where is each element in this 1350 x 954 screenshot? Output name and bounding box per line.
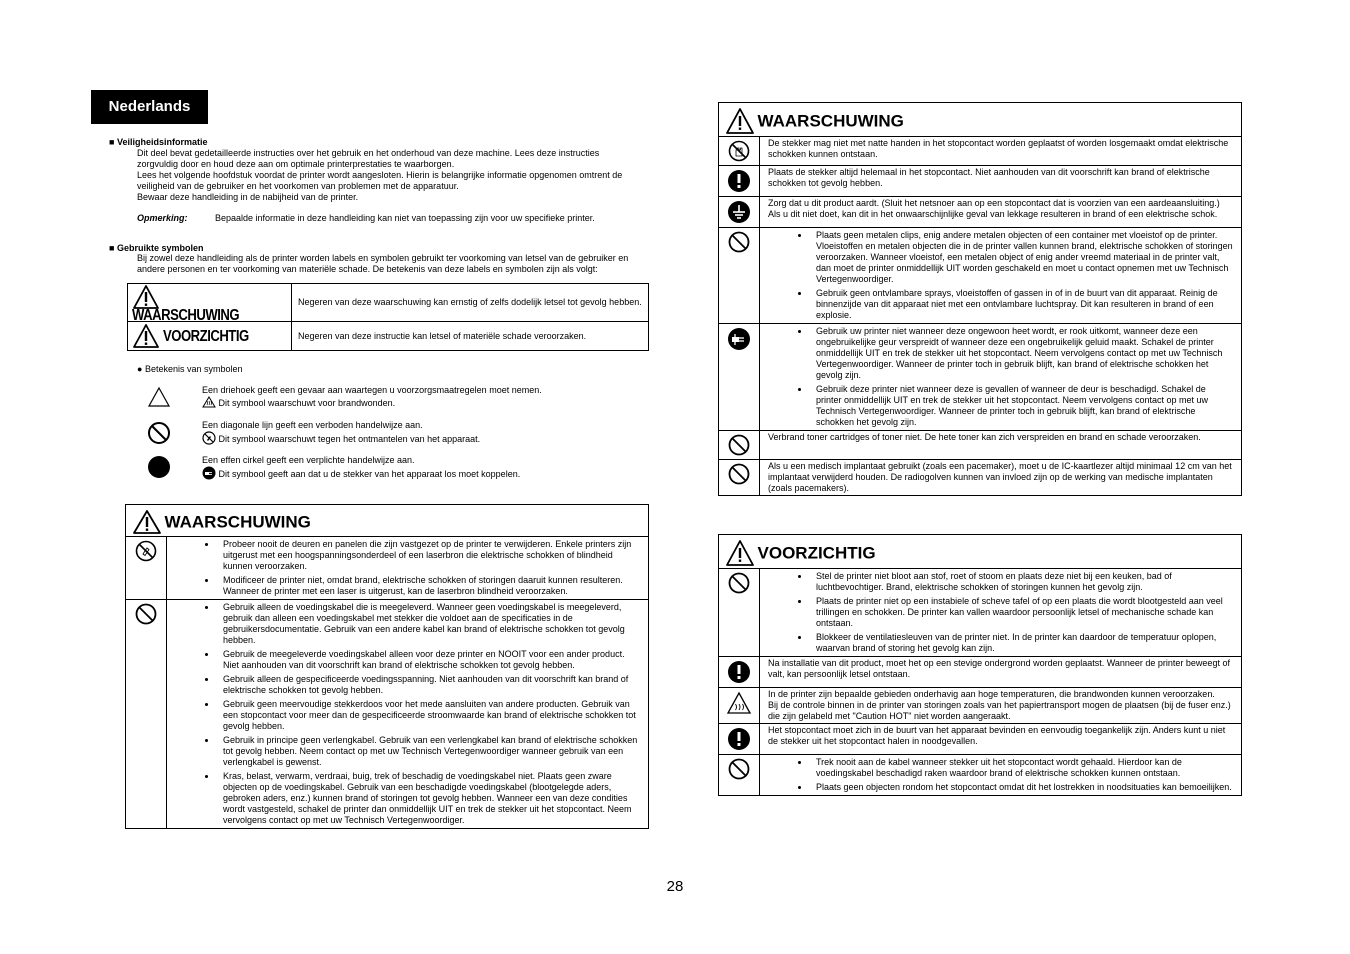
warning-text-cell [760,228,1242,324]
caution-bullet: • Stel de printer niet bloot aan stof, roet of stoom en plaats deze niet bij een keuken, bad of luchtbevochtiger. Brand, elektrische schokken of storingen kunnen het gevolg zijn. [810,571,1233,593]
note-text: Bepaalde informatie in deze handleiding kan niet van toepassing zijn voor uw specifieke printer. [215,213,595,223]
warning-triangle-icon [132,509,162,535]
prohibition-icon [135,603,157,625]
icon-cell [719,137,760,166]
warning-row [126,600,649,829]
warning-bullet: • Probeer nooit de deuren en panelen die zijn vastgezet op de printer te verwijderen. Enkele printers zijn uitgerust met een hoogspanningsonderdeel of een laserbron die elektrische schokken of blindheid kunnen veroorzaken. [217,539,640,572]
warning-triangle-icon [132,323,160,349]
label-row [128,284,649,322]
label-row [128,322,649,351]
meaning-title-text: Betekenis van symbolen [144,364,243,374]
caution-row [719,657,1242,688]
safety-line: Lees het volgende hoofdstuk voordat de printer wordt aangesloten. Hierin is belangrijke informatie opgenomen omtrent de [137,170,623,180]
note-line [137,213,595,224]
warning-row [719,460,1242,496]
warning-header [719,103,1242,137]
page-number: 28 [666,878,684,895]
warning-bullet: • Gebruik alleen de voedingskabel die is meegeleverd. Wanneer geen voedingskabel is meegeleverd, gebruik dan alleen een voedingskabel met stekker die voldoet aan de specificaties in de gebruikersdocumentatie. Gebruik van een andere kabel kan brand of elektrische schokken tot gevolg hebben. [217,602,640,646]
prohibition-icon [147,421,171,445]
warning-row [719,166,1242,197]
safety-line: Dit deel bevat gedetailleerde instructies over het gebruik en het onderhoud van deze machine. Lees deze instructies [137,148,600,158]
prohibition-icon [728,758,750,780]
warning-bullet: • Gebruik uw printer niet wanneer deze ongewoon heet wordt, er rook uitkomt, wanneer deze een ongebruikelijke geur verspreidt of wanneer deze een ongebruikelijk geluid maakt. Schakel de printer onmiddellijk UIT en trek de stekker uit het stopcontact. Neem vervolgens contact op met uw Technisch Vertegenwoordiger. Wanneer de printer toch in gebruik blijft, kan brand of elektrische schokken het gevolg zijn. [810,326,1233,381]
symbols-heading: ■ Gebruikte symbolen [109,243,204,253]
warning-triangle-icon [725,539,755,567]
warning-triangle-icon [132,284,160,310]
warning-header-row [126,505,649,537]
caution-bullet: • Blokkeer de ventilatiesleuven van de printer niet. In de printer kan daardoor de temperatuur oplopen, waarvan brand of storing het gevolg kan zijn. [810,632,1233,654]
no-disassembly-icon [202,431,216,445]
no-disassembly-icon [135,540,157,562]
caution-text-cell [760,569,1242,657]
meaning-item [202,420,662,445]
warning-title: WAARSCHUWING [757,111,904,131]
caution-box-right [718,534,1242,796]
warning-text: Zorg dat u dit product aardt. (Sluit het netsnoer aan op een stopcontact dat is voorzien van een aardeaansluiting.) Als u dit niet doet, kan dit in het onwaarschijnlijke geval van lekkage resulteren in brand of een elektrische schok. [760,197,1242,228]
warning-row [719,324,1242,431]
safety-line: zorgvuldig door en houd deze aan om optimale printerprestaties te waarborgen. [137,159,455,169]
warning-row [719,137,1242,166]
warning-text-cell [167,537,649,600]
warning-box-left [125,504,649,829]
caution-text: Het stopcontact moet zich in de buurt van het apparaat bevinden en eenvoudig toegankelijk zijn. Anders kunt u niet de stekker uit het stopcontact halen in noodgevallen. [760,724,1242,755]
warning-text: De stekker mag niet met natte handen in het stopcontact worden geplaatst of worden losgemaakt omdat elektrische schokken kunnen ontstaan. [760,137,1242,166]
caution-row [719,569,1242,657]
warning-bullet: • Gebruik geen ontvlambare sprays, vloeistoffen of gassen in of in de buurt van dit apparaat. Reinig de binnenzijde van dit apparaat niet met een ontvlambare luchtspray. Dit kan resulteren in brand of een explosie. [810,288,1233,321]
icon-cell [719,228,760,324]
unplug-icon [202,466,216,480]
symbols-line: andere personen en ter voorkoming van materiële schade. De betekenis van deze labels en symbolen zijn als volgt: [137,264,598,274]
warning-text-cell [167,600,649,829]
safety-info-paragraph [137,148,677,203]
icon-cell [719,324,760,431]
warning-box-right [718,102,1242,496]
mandatory-action-icon [727,660,751,684]
caution-text: Na installatie van dit product, moet het op een stevige ondergrond worden geplaatst. Wanneer de printer beweegt of valt, kan persoonlijk letsel ontstaan. [760,657,1242,688]
caution-header-row [719,535,1242,569]
symbols-heading-text: Gebruikte symbolen [116,243,204,253]
warning-bullet: • Kras, belast, verwarm, verdraai, buig, trek of beschadig de voedingskabel niet. Plaats geen zware objecten op de voedingskabel. Gebruik van een beschadigde voedingskabel (blootgelegde aders, gebroken aders, enz.) kunnen brand of storingen tot gevolg hebben. Wanneer een van deze condities wordt vastgesteld, schakel de printer dan onmiddellijk UIT en trek de stekker uit het stopcontact. Neem vervolgens contact op met uw Technisch Vertegenwoordiger. [217,771,640,826]
icon-cell [719,724,760,755]
note-label: Opmerking: [137,213,188,223]
caution-title: VOORZICHTIG [757,543,876,563]
icon-cell [719,657,760,688]
prohibition-icon [728,463,750,485]
caution-row [719,688,1242,724]
meaning-line: Een driehoek geeft een gevaar aan waartegen u voorzorgsmaatregelen moet nemen. [202,385,542,395]
prohibition-icon [728,434,750,456]
warning-header [126,505,649,537]
filled-circle-icon [147,455,171,479]
icon-cell [719,755,760,796]
warning-row [126,537,649,600]
label-description: Negeren van deze waarschuwing kan ernstig of zelfs dodelijk letsel tot gevolg hebben. [292,284,649,322]
warning-row [719,197,1242,228]
icon-cell [719,688,760,724]
meaning-title: ● Betekenis van symbolen [137,364,243,374]
language-tab: Nederlands [91,90,208,124]
warning-text: Plaats de stekker altijd helemaal in het stopcontact. Niet aanhouden van dit voorschrift kan brand of elektrische schokken tot gevolg hebben. [760,166,1242,197]
warning-text: Als u een medisch implantaat gebruikt (zoals een pacemaker), moet u de IC-kaartlezer altijd minimaal 12 cm van het implantaat verwijderd houden. De radiogolven kunnen van invloed zijn op de werking van medische implantaten (zoals pacemakers). [760,460,1242,496]
ground-icon [727,200,751,224]
caution-text-cell [760,755,1242,796]
warning-text-cell [760,324,1242,431]
caution-text-cell [760,688,1242,724]
label-description: Negeren van deze instructie kan letsel of materiële schade veroorzaken. [292,322,649,351]
warning-header-row [719,103,1242,137]
meaning-line: Dit symbool geeft aan dat u de stekker van het apparaat los moet koppelen. [218,469,521,479]
prohibition-icon [728,231,750,253]
meaning-item [202,455,662,480]
warning-bullet: • Modificeer de printer niet, omdat brand, elektrische schokken of storingen daaruit kunnen resulteren. Wanneer de printer met een laser is uitgerust, kan de laserbron blindheid veroorzaken. [217,575,640,597]
label-cell [128,284,292,325]
icon-cell [719,197,760,228]
safety-line: Bewaar deze handleiding in de nabijheid van de printer. [137,192,359,202]
warning-triangle-icon [725,107,755,135]
no-wet-hands-icon [728,140,750,162]
caution-header [719,535,1242,569]
mandatory-action-icon [727,727,751,751]
icon-cell [719,460,760,496]
warning-title: WAARSCHUWING [164,512,311,532]
unplug-icon [727,327,751,351]
meaning-item [202,385,662,409]
caution-text: Bij de controle binnen in de printer van storingen zoals van het papiertransport mogen de plaatsen (bij de fuser enz.) die zijn gelabeld met "Caution HOT" niet worden aangeraakt. [768,700,1231,721]
caution-text: In de printer zijn bepaalde gebieden onderhavig aan hoge temperaturen, die brandwonden kunnen veroorzaken. [768,689,1215,699]
icon-cell [719,166,760,197]
label-name: VOORZICHTIG [162,327,249,345]
symbols-paragraph [137,253,677,275]
warning-bullet: • Gebruik in principe geen verlengkabel. Gebruik van een verlengkabel kan brand of elektrische schokken tot gevolg hebben. Neem contact op met uw Technisch Vertegenwoordiger wanneer gebruik van een verlengkabel is gewenst. [217,735,640,768]
triangle-icon [147,386,171,408]
meaning-line: Een effen cirkel geeft een verplichte handelwijze aan. [202,455,415,465]
mandatory-action-icon [727,169,751,193]
caution-bullet: • Trek nooit aan de kabel wanneer stekker uit het stopcontact wordt gehaald. Hierdoor kan de voedingskabel beschadigd raken waardoor brand of elektrische schokken kunnen ontstaan. [810,757,1233,779]
label-name: WAARSCHUWING [132,307,240,325]
icon-cell [126,537,167,600]
hot-surface-icon [202,396,216,408]
warning-bullet: • Gebruik deze printer niet wanneer deze is gevallen of wanneer de deur is beschadigd. Schakel de printer onmiddellijk UIT en trek de stekker uit het stopcontact. Neem vervolgens contact op met uw Technisch Vertegenwoordiger. Wanneer de printer toch in gebruik blijft, kan brand of elektrische schokken het gevolg zijn. [810,384,1233,428]
meaning-line: Dit symbool waarschuwt voor brandwonden. [218,398,396,408]
warning-text: Verbrand toner cartridges of toner niet. De hete toner kan zich verspreiden en brand en schade veroorzaken. [760,431,1242,460]
icon-cell [126,600,167,829]
caution-row [719,724,1242,755]
warning-bullet: • Gebruik de meegeleverde voedingskabel alleen voor deze printer en NOOIT voor een ander product. Niet aanhouden van dit voorschrift kan brand of elektrische schokken tot gevolg hebben. [217,649,640,671]
safety-info-heading-text: Veiligheidsinformatie [116,137,208,147]
warning-bullet: • Plaats geen metalen clips, enig andere metalen objecten of een container met vloeistof op de printer. Vloeistoffen en metalen objecten die in de printer vallen kunnen brand, elektrische schokken of storingen veroorzaken. Wanneer vloeistof, een metalen object of enig ander vreemd materiaal in de printer valt, dan moet de printer onmiddellijk UIT worden geschakeld en moet u contact opnemen met uw Technisch Vertegenwoordiger. [810,230,1233,285]
caution-bullet: • Plaats de printer niet op een instabiele of scheve tafel of op een plaats die wordt blootgesteld aan veel trillingen en schokken. De printer kan vallen waardoor persoonlijk letsel of mechanische schade kan ontstaan. [810,596,1233,629]
warning-row [719,228,1242,324]
meaning-line: Een diagonale lijn geeft een verboden handelwijze aan. [202,420,423,430]
safety-info-heading: ■ Veiligheidsinformatie [109,137,208,147]
caution-bullet: • Plaats geen objecten rondom het stopcontact omdat dit het lostrekken in noodsituaties kan bemoeilijken. [810,782,1233,793]
caution-row [719,755,1242,796]
icon-cell [719,431,760,460]
label-cell [128,322,292,351]
warning-bullet: • Gebruik geen meervoudige stekkerdoos voor het mede aansluiten van andere producten. Gebruik van een stopcontact voor meer dan de gespecificeerde stroomwaarde kan brand of elektrische schokken tot gevolg hebben. [217,699,640,732]
symbols-line: Bij zowel deze handleiding als de printer worden labels en symbolen gebruikt ter voorkoming van letsel van de gebruiker en [137,253,629,263]
icon-cell [719,569,760,657]
warning-row [719,431,1242,460]
safety-line: veiligheid van de gebruiker en het voorkomen van problemen met de apparatuur. [137,181,459,191]
warning-bullet: • Gebruik alleen de gespecificeerde voedingsspanning. Niet aanhouden van dit voorschrift kan brand of elektrische schokken tot gevolg hebben. [217,674,640,696]
label-table [127,283,649,351]
prohibition-icon [728,572,750,594]
hot-surface-icon [726,691,752,715]
meaning-line: Dit symbool waarschuwt tegen het ontmantelen van het apparaat. [218,434,481,444]
